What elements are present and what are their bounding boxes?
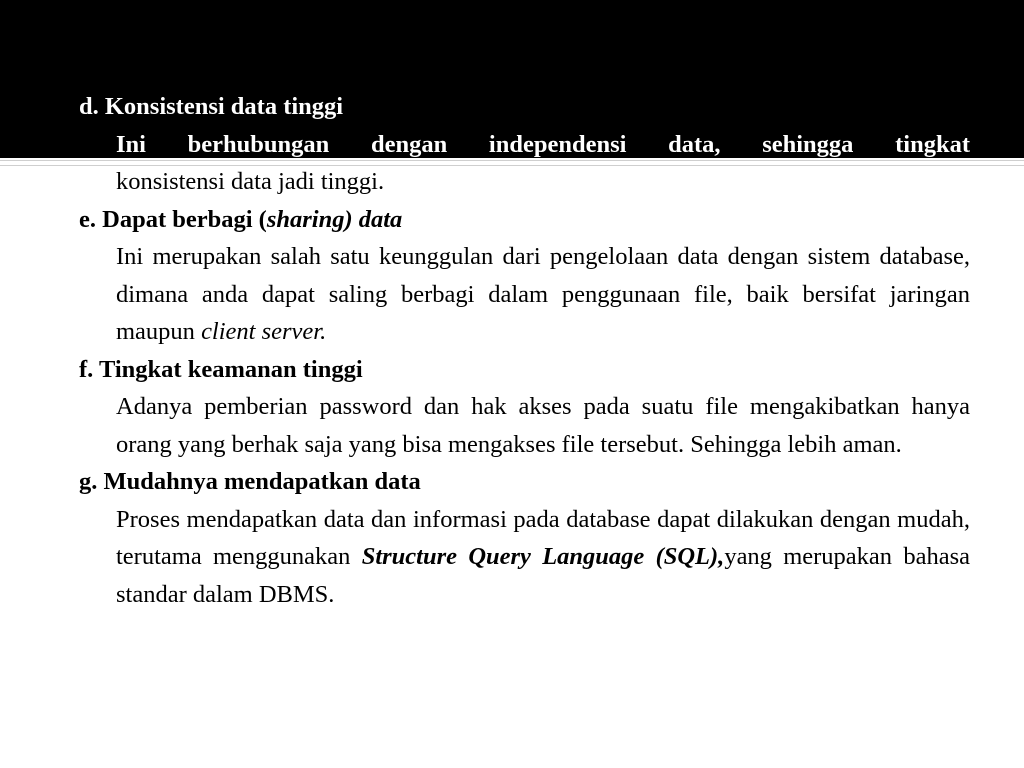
list-item-g — [79, 463, 970, 613]
item-heading-g: g. Mudahnya mendapatkan data — [79, 468, 421, 495]
item-body-e-text: Ini merupakan salah satu keunggulan dari pengelolaan data dengan sistem database, dimana anda dapat saling berbagi dalam penggunaan file, baik bersifat jaringan maupun — [116, 243, 970, 345]
item-body-g-bolditalic: Structure Query Language (SQL), — [361, 543, 725, 570]
list-item-f — [79, 351, 970, 464]
item-body-e — [116, 238, 970, 351]
item-body-g-text: Proses mendapatkan data dan informasi pada database dapat dilakukan dengan mudah, terutama menggunakan — [116, 505, 970, 570]
item-body-d-line2: konsistensi data jadi tinggi. — [116, 168, 385, 195]
item-body-g-tail: yang merupakan bahasa standar dalam DBMS. — [116, 543, 971, 608]
item-heading-e-prefix: e. Dapat berbagi ( — [79, 205, 267, 233]
slide-content — [79, 88, 970, 613]
item-body-d-line1: Ini berhubungan dengan independensi data, sehingga tingkat — [116, 130, 970, 158]
list-item-d — [79, 88, 970, 201]
item-heading-e-italic: sharing) data — [266, 205, 403, 233]
item-body-g — [116, 501, 970, 614]
item-heading-f: f. Tingkat keamanan tinggi — [79, 355, 363, 383]
item-heading-e — [79, 201, 970, 239]
list-item-e — [79, 201, 970, 351]
item-body-f: Adanya pemberian password dan hak akses pada suatu file mengakibatkan hanya orang yang berhak saja yang bisa mengakses file tersebut. Sehingga lebih aman. — [116, 393, 970, 458]
item-heading-d: d. Konsistensi data tinggi — [79, 93, 344, 120]
item-body-e-italic: client server. — [201, 318, 327, 345]
item-body-d — [116, 126, 970, 201]
